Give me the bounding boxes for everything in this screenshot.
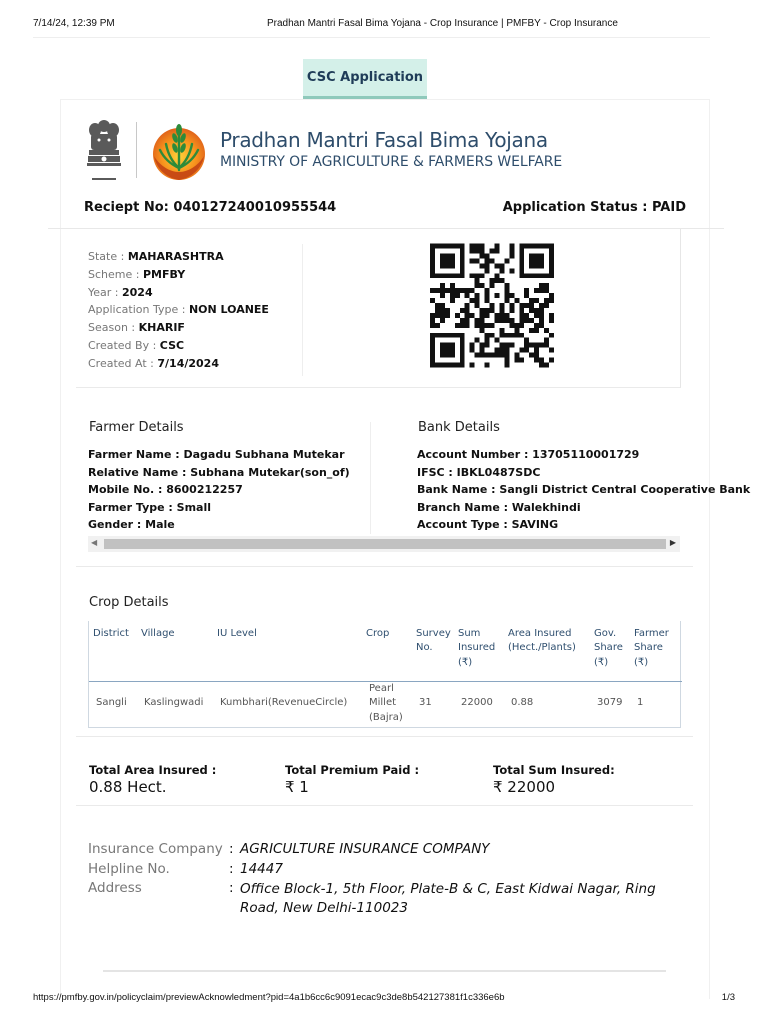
bottom-divider [103, 970, 666, 972]
receipt-number [84, 200, 336, 215]
scroll-left-arrow-icon[interactable]: ◀ [91, 538, 98, 547]
total-sum-label: Total Sum Insured: [493, 763, 615, 777]
crop-table [88, 621, 681, 728]
tab-label: CSC Application [306, 70, 424, 85]
farmer-details [88, 446, 350, 534]
info-state: State : MAHARASHTRA [88, 250, 224, 263]
colon: : [229, 861, 234, 877]
print-footer [33, 992, 735, 1003]
ministry-subtitle: MINISTRY OF AGRICULTURE & FARMERS WELFARE [220, 154, 563, 170]
crop-table-header [89, 621, 682, 682]
page-number: 1/3 [721, 992, 735, 1003]
total-sum-value: ₹ 22000 [493, 778, 556, 796]
details-divider [370, 422, 371, 534]
tab-csc-application[interactable] [303, 59, 427, 99]
td-survey: 31 [419, 697, 432, 708]
helpline-value: 14447 [240, 861, 283, 877]
branch-name: Branch Name : Walekhindi [417, 500, 581, 514]
info-scheme: Scheme : PMFBY [88, 267, 186, 281]
scrollbar-thumb[interactable] [104, 539, 666, 549]
total-premium-label: Total Premium Paid : [285, 763, 420, 777]
scroll-right-arrow-icon[interactable]: ▶ [669, 538, 676, 547]
info-created-by: Created By : CSC [88, 338, 185, 352]
td-crop: Pearl Millet (Bajra) [369, 683, 403, 723]
th-iu-level: IU Level [217, 628, 257, 639]
insurance-company-value: AGRICULTURE INSURANCE COMPANY [240, 841, 490, 857]
helpline-label: Helpline No. [88, 861, 170, 877]
print-page-title: Pradhan Mantri Fasal Bima Yojana - Crop Insurance | PMFBY - Crop Insurance [267, 18, 618, 29]
print-datetime: 7/14/24, 12:39 PM [33, 18, 115, 29]
account-type: Account Type : SAVING [417, 518, 559, 531]
bank-details-scroll-area[interactable] [417, 446, 751, 536]
info-year: Year : 2024 [88, 285, 153, 299]
info-divider [302, 244, 303, 376]
total-area-value: 0.88 Hect. [89, 778, 167, 796]
bank-details [417, 446, 750, 534]
th-farmer-share: Farmer Share (₹) [634, 628, 669, 668]
print-header [33, 18, 735, 32]
th-area-insured: Area Insured (Hect./Plants) [508, 628, 576, 654]
print-url: https://pmfby.gov.in/policyclaim/previewAcknowledment?pid=4a1b6cc6c9091ecac9c3de8b542127381f1c336e6b [33, 992, 505, 1003]
th-sum-insured: Sum Insured (₹) [458, 628, 496, 668]
status-badge: PAID [651, 200, 686, 215]
header-divider [33, 37, 710, 38]
application-status [503, 200, 686, 215]
pmfby-wheat-logo-icon [148, 118, 210, 182]
colon: : [229, 880, 234, 896]
farmer-type: Farmer Type : Small [88, 500, 212, 514]
farmer-details-title: Farmer Details [89, 420, 184, 435]
receipt-value: 040127240010955544 [173, 200, 337, 215]
td-sum-insured: 22000 [461, 697, 493, 708]
qr-code-icon [430, 242, 554, 369]
ifsc: IFSC : IBKL0487SDC [417, 465, 541, 479]
gender: Gender : Male [88, 518, 175, 531]
horizontal-scrollbar[interactable] [88, 536, 680, 552]
total-premium-value: ₹ 1 [285, 778, 309, 796]
national-emblem-icon [84, 116, 124, 188]
td-iu-level: Kumbhari(RevenueCircle) [220, 697, 348, 708]
receipt-label: Reciept No: [84, 200, 169, 215]
total-area-label: Total Area Insured : [89, 763, 217, 777]
td-gov-share: 3079 [597, 697, 623, 708]
bank-details-title: Bank Details [418, 420, 500, 435]
th-crop: Crop [366, 628, 390, 639]
th-village: Village [141, 628, 175, 639]
logo-divider [136, 122, 137, 178]
bank-name: Bank Name : Sangli District Central Cooperative Bank [417, 483, 751, 496]
td-village: Kaslingwadi [144, 697, 204, 708]
address-label: Address [88, 880, 142, 896]
td-farmer-share: 1 [637, 697, 644, 708]
insurance-company-label: Insurance Company [88, 841, 223, 857]
status-label: Application Status : [502, 200, 648, 215]
crop-details-title: Crop Details [89, 595, 169, 610]
td-area-insured: 0.88 [511, 697, 534, 708]
mobile-no: Mobile No. : 8600212257 [88, 483, 243, 496]
th-gov-share: Gov. Share (₹) [594, 628, 623, 668]
info-application-type: Application Type : NON LOANEE [88, 303, 269, 317]
address-value: Office Block-1, 5th Floor, Plate-B & C, East Kidwai Nagar, Ring Road, New Delhi-110023 [240, 881, 656, 916]
info-created-at: Created At : 7/14/2024 [88, 356, 219, 370]
account-number: Account Number : 13705110001729 [417, 448, 640, 461]
application-info [88, 248, 269, 373]
info-season: Season : KHARIF [88, 321, 185, 335]
td-district: Sangli [96, 697, 127, 708]
farmer-name: Farmer Name : Dagadu Subhana Mutekar [88, 448, 345, 461]
th-district: District [93, 628, 129, 639]
colon: : [229, 841, 234, 857]
branding-header [84, 114, 604, 190]
scheme-title: Pradhan Mantri Fasal Bima Yojana [220, 128, 548, 152]
relative-name: Relative Name : Subhana Mutekar(son_of) [88, 465, 350, 479]
th-survey: Survey No. [416, 628, 451, 654]
